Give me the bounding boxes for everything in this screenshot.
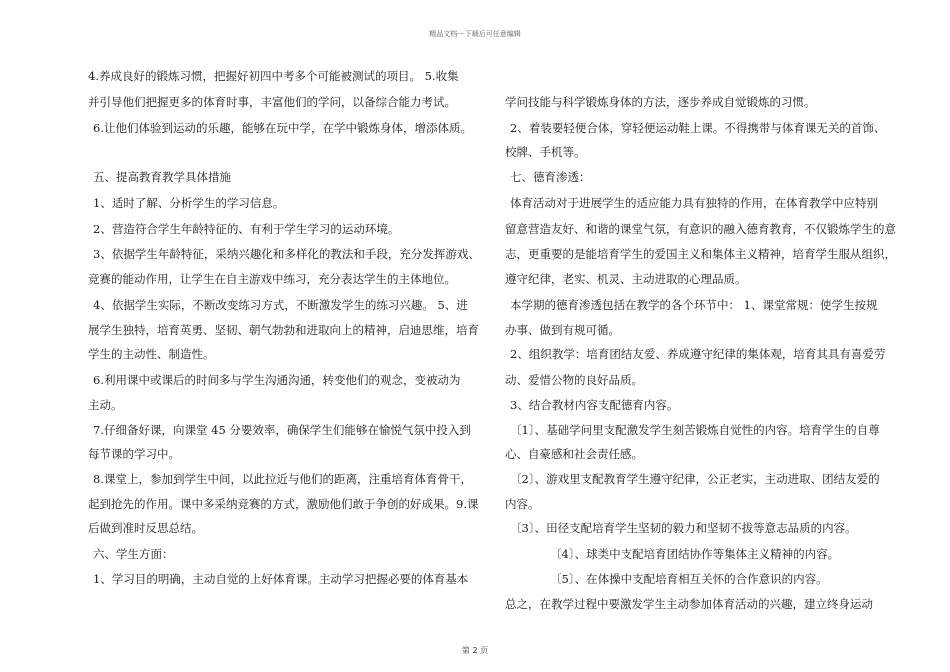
text-line: 志，更重要的是能培育学生的爱国主义和集体主义精神，培育学生服从组织， — [505, 247, 896, 261]
text-line: 8.课堂上，参加到学生中间，以此拉近与他们的距离，注重培育体育骨干， — [93, 472, 472, 486]
page-number: 第 2 页 — [461, 646, 489, 655]
text-line: 〔5〕、在体操中支配培育相互关怀的合作意识的内容。 — [550, 572, 828, 586]
text-line: 2、营造符合学生年龄特征的、有利于学生学习的运动环境。 — [93, 222, 400, 236]
section-heading: 五、提高教育教学具体措施 — [93, 170, 231, 184]
text-line: 〔4〕、球类中支配培育团结协作等集体主义精神的内容。 — [550, 547, 840, 561]
text-line: 竞赛的能动作用，让学生在自主游戏中练习，充分表达学生的主体地位。 — [88, 272, 456, 286]
page-header: 精品文档---下载后可任意编辑 — [429, 30, 521, 38]
text-line: 动、爱惜公物的良好品质。 — [505, 373, 643, 387]
text-line: 6.利用课中或课后的时间多与学生沟通沟通，转变他们的观念，变被动为 — [93, 373, 461, 387]
text-line: 4、依据学生实际，不断改变练习方式，不断激发学生的练习兴趣。 5、进 — [93, 298, 468, 312]
text-line: 〔3〕、田径支配培育学生坚韧的毅力和坚韧不拔等意志品质的内容。 — [510, 521, 857, 535]
text-line: 4.养成良好的锻炼习惯，把握好初四中考多个可能被测试的项目。 5.收集 — [88, 69, 459, 83]
text-line: 〔1〕、基础学问里支配激发学生刻苦锻炼自觉性的内容。培育学生的自尊 — [510, 423, 880, 437]
text-line: 学问技能与科学锻炼身体的方法，逐步养成自觉锻炼的习惯。 — [505, 95, 816, 109]
text-line: 总之，在教学过程中要激发学生主动参加体育活动的兴趣，建立终身运动 — [505, 597, 873, 611]
text-line: 展学生独特，培育英勇、坚韧、朝气勃勃和进取向上的精神，启迪思维，培育 — [88, 323, 479, 337]
text-line: 3、结合教材内容支配德育内容。 — [510, 398, 679, 412]
text-line: 心、自豪感和社会责任感。 — [505, 447, 643, 461]
text-line: 每节课的学习中。 — [88, 447, 180, 461]
text-line: 〔2〕、游戏里支配教育学生遵守纪律，公正老实，主动进取、团结友爱的 — [510, 472, 880, 486]
text-line: 后做到准时反思总结。 — [88, 521, 203, 535]
text-line: 本学期的德育渗透包括在教学的各个环节中： 1、课堂常规：使学生按规 — [510, 298, 878, 312]
text-line: 并引导他们把握更多的体育时事，丰富他们的学问，以备综合能力考试。 — [88, 95, 456, 109]
text-line: 学生的主动性、制造性。 — [88, 347, 215, 361]
text-line: 起到抢先的作用。课中多采纳竞赛的方式，激励他们敢于争创的好成果。9.课 — [88, 497, 479, 511]
text-line: 办事、做到有规可循。 — [505, 323, 620, 337]
text-line: 2、着装要轻便合体，穿轻便运动鞋上课。不得携带与体育课无关的首饰、 — [510, 121, 886, 135]
text-line: 主动。 — [88, 398, 123, 412]
section-heading: 七、德育渗透： — [510, 170, 591, 184]
text-line: 内容。 — [505, 497, 540, 511]
text-line: 留意营造友好、和谐的课堂气氛，有意识的融入德育教育，不仅锻炼学生的意 — [505, 222, 896, 236]
text-line: 体育活动对于进展学生的适应能力具有独特的作用，在体育教学中应特别 — [510, 196, 878, 210]
text-line: 1、适时了解、分析学生的学习信息。 — [93, 196, 285, 210]
text-line: 2、组织教学：培育团结友爱、养成遵守纪律的集体观，培育其具有喜爱劳 — [510, 347, 886, 361]
text-line: 遵守纪律，老实、机灵、主动进取的心理品质。 — [505, 272, 747, 286]
text-line: 7.仔细备好课，向课堂 45 分要效率，确保学生们能够在愉悦气氛中投入到 — [93, 423, 471, 437]
text-line: 1、学习目的明确，主动自觉的上好体育课。主动学习把握必要的体育基本 — [93, 572, 469, 586]
section-heading: 六、学生方面： — [93, 547, 174, 561]
text-line: 校牌、手机等。 — [505, 145, 586, 159]
text-line: 3、依据学生年龄特征，采纳兴趣化和多样化的教法和手段，充分发挥游戏、 — [93, 247, 480, 261]
text-line: 6.让他们体验到运动的乐趣，能够在玩中学，在学中锻炼身体，增添体质。 — [93, 121, 472, 135]
